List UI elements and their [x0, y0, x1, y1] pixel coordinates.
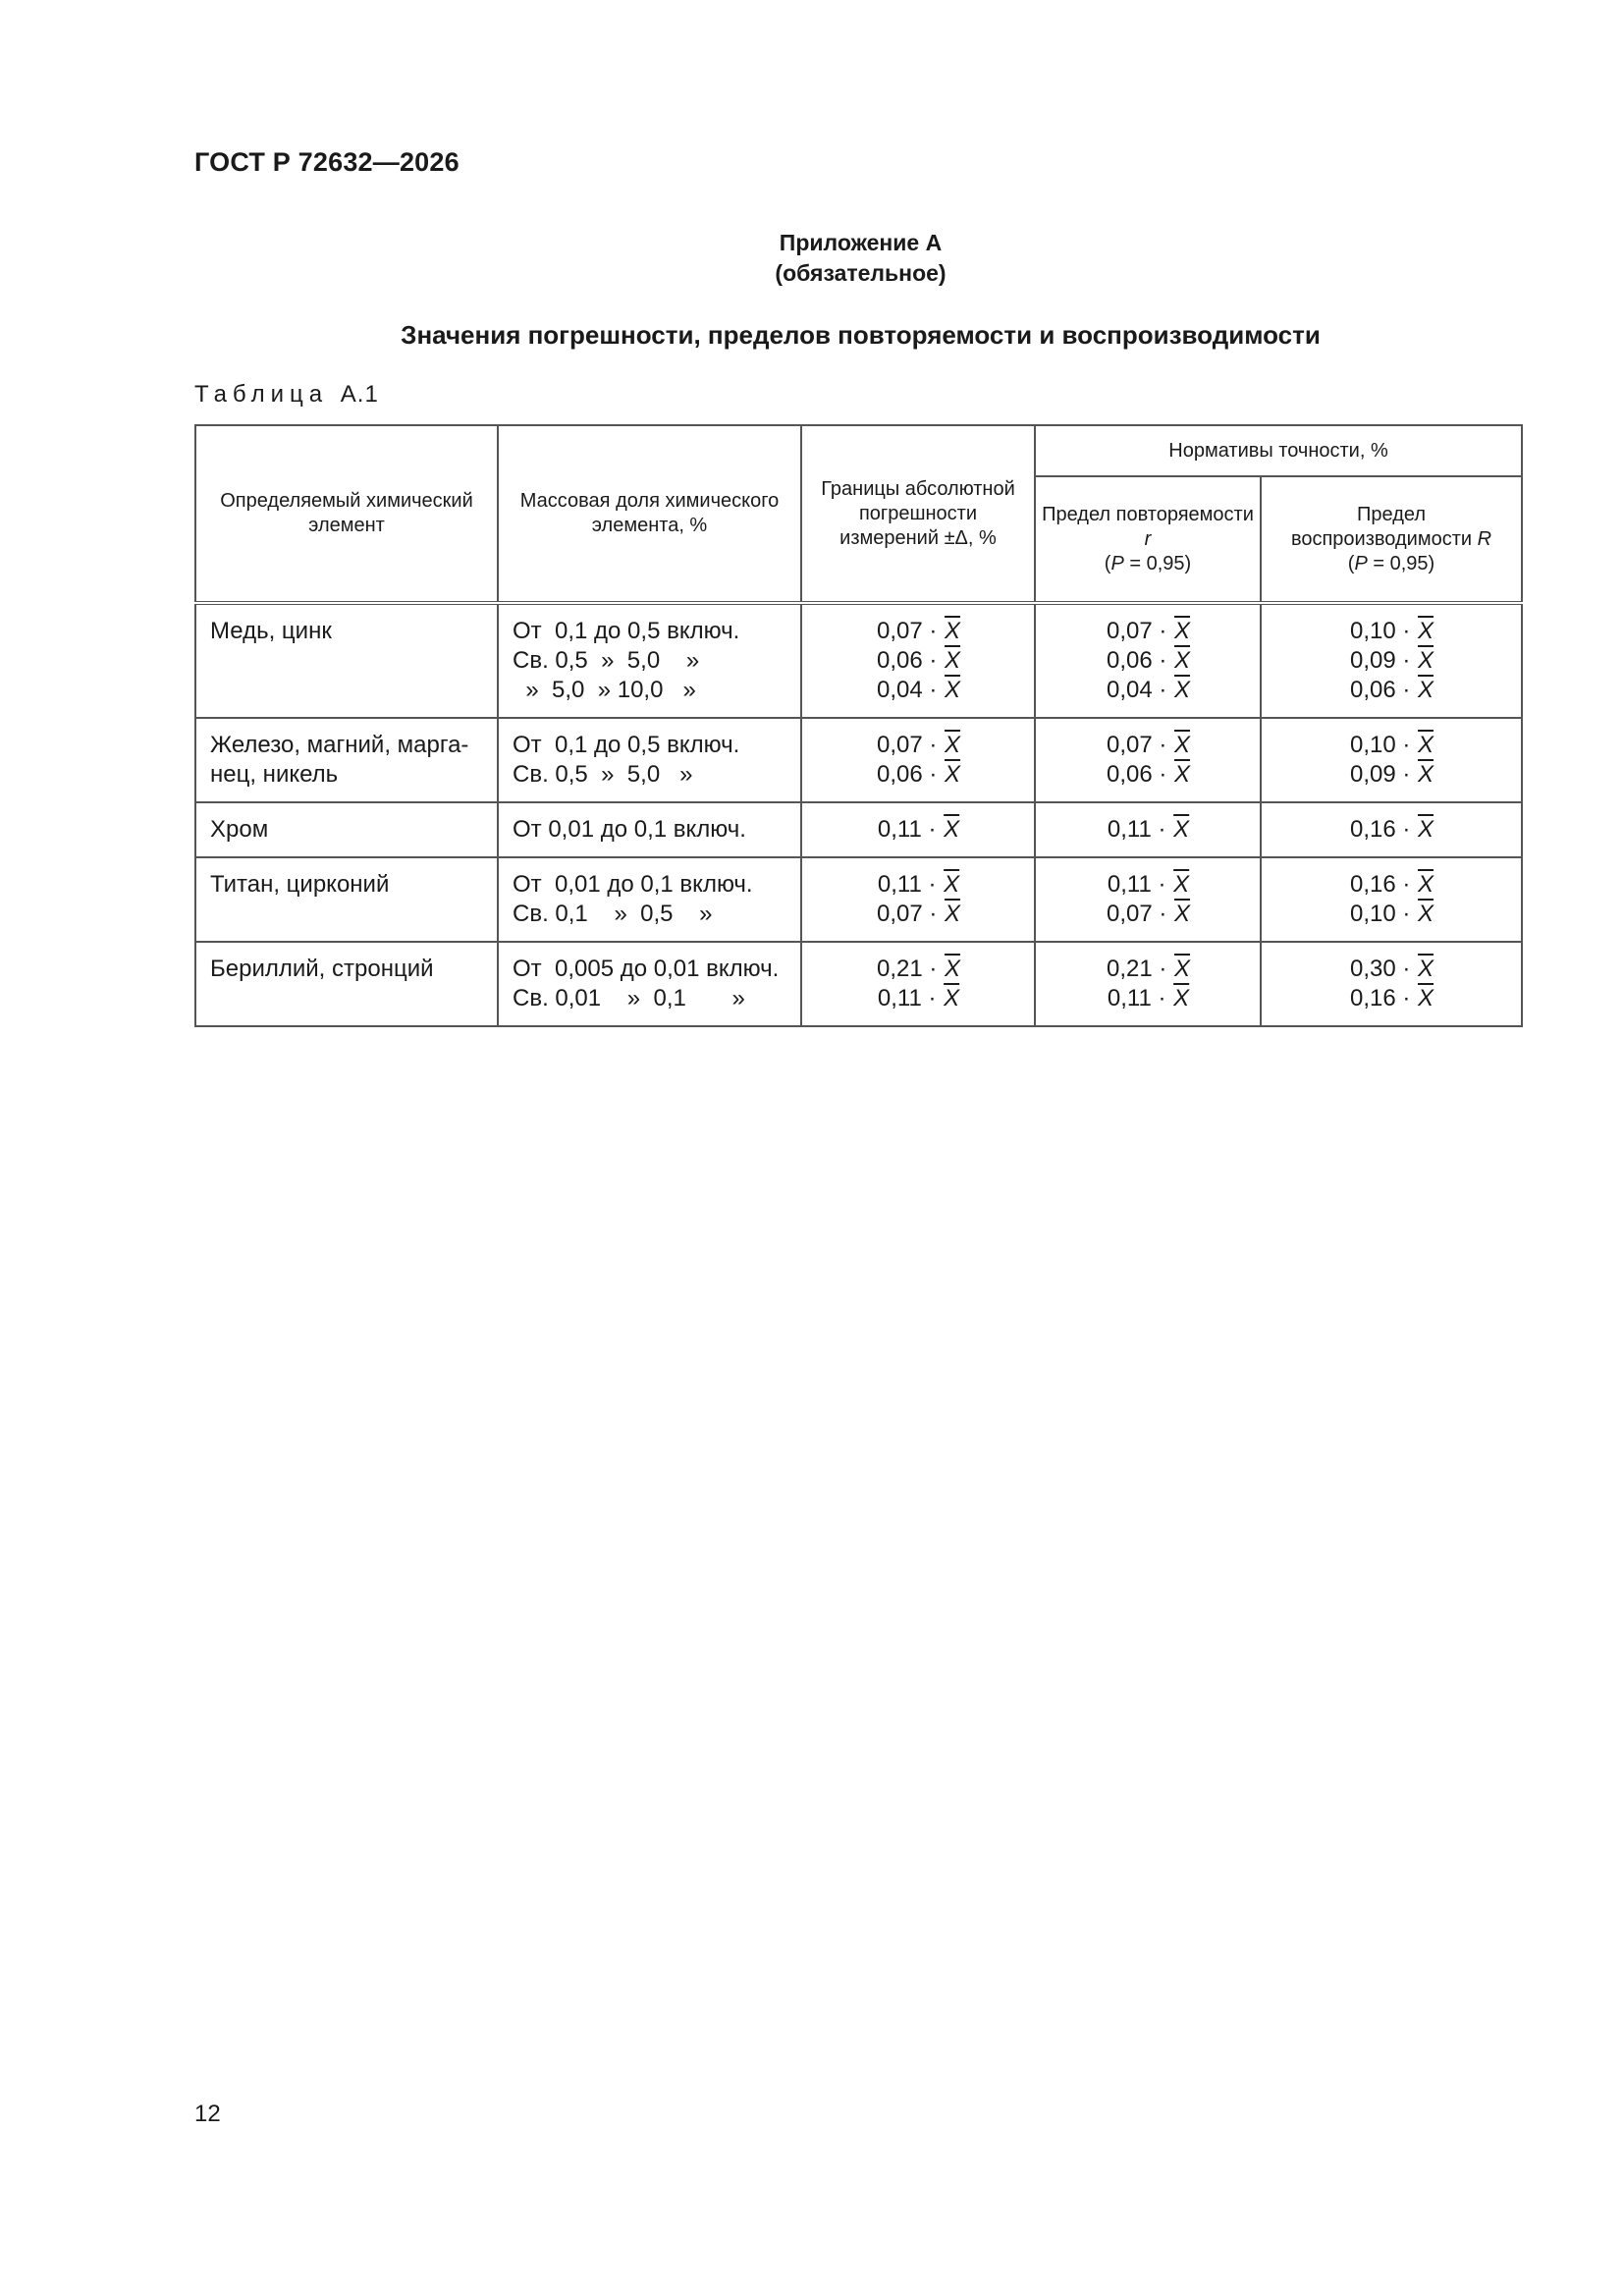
header-mass-fraction: Массовая доля химического элемента, % [498, 425, 801, 603]
value-line [1275, 955, 1509, 984]
x-mean-symbol: $\overline{X}$ [944, 871, 960, 898]
value-line [1050, 900, 1248, 929]
table-caption-number: А.1 [340, 381, 379, 408]
mass-range-line: » 5,0 » 10,0 » [513, 677, 696, 703]
coefficient: 0,16 · [1349, 871, 1411, 898]
header-repeatability-p: P [1110, 552, 1124, 574]
coefficient: 0,16 · [1349, 985, 1411, 1011]
value-line [1275, 676, 1509, 705]
header-abs-error: Границы абсолютной погрешности измерений ±Δ, % [801, 425, 1035, 603]
coefficient: 0,21 · [1106, 956, 1167, 982]
coefficient: 0,11 · [877, 816, 937, 843]
cell-mass-fraction [498, 857, 801, 942]
value-line [1275, 617, 1509, 646]
coefficient: 0,09 · [1349, 647, 1411, 674]
coefficient: 0,10 · [1349, 618, 1411, 644]
x-mean-symbol: $\overline{X}$ [1174, 677, 1191, 703]
x-mean-symbol: $\overline{X}$ [1173, 816, 1190, 843]
appendix-status: (обязательное) [775, 260, 947, 286]
header-repeatability-symbol: r [1144, 527, 1152, 550]
x-mean-symbol: $\overline{X}$ [1173, 871, 1190, 898]
coefficient: 0,07 · [1106, 901, 1167, 927]
table-caption-label: Таблица [194, 381, 329, 408]
coefficient: 0,04 · [1106, 677, 1167, 703]
value-line [816, 900, 1022, 929]
section-title: Значения погрешности, пределов повторяемости и воспроизводимости [401, 320, 1321, 350]
cell-abs-error [801, 603, 1035, 718]
header-repeatability-label: Предел повторяемости [1042, 503, 1254, 525]
coefficient: 0,06 · [1349, 677, 1411, 703]
value-line [816, 760, 1022, 790]
x-mean-symbol: $\overline{X}$ [1174, 901, 1191, 927]
mass-range-line: От 0,01 до 0,1 включ. [513, 816, 746, 843]
x-mean-symbol: $\overline{X}$ [1418, 732, 1434, 758]
header-reproducibility-p-value: = 0,95) [1367, 552, 1435, 574]
table-caption [194, 381, 379, 409]
header-reproducibility-symbol: R [1477, 527, 1492, 550]
mass-range-line: Св. 0,5 » 5,0 » [513, 761, 693, 788]
x-mean-symbol: $\overline{X}$ [1418, 677, 1434, 703]
header-repeatability-p-value: = 0,95) [1123, 552, 1192, 574]
x-mean-symbol: $\overline{X}$ [945, 761, 961, 788]
appendix-heading [0, 228, 1623, 289]
x-mean-symbol: $\overline{X}$ [945, 677, 961, 703]
table-row [195, 802, 1522, 857]
x-mean-symbol: $\overline{X}$ [1418, 761, 1434, 788]
coefficient: 0,06 · [876, 761, 938, 788]
cell-element: Титан, цирконий [195, 857, 498, 942]
mass-range-line: Св. 0,1 » 0,5 » [513, 901, 713, 927]
x-mean-symbol: $\overline{X}$ [945, 956, 961, 982]
coefficient: 0,16 · [1349, 816, 1411, 843]
value-line [1050, 870, 1248, 900]
cell-reproducibility [1261, 802, 1522, 857]
coefficient: 0,07 · [876, 901, 938, 927]
table-row [195, 718, 1522, 802]
coefficient: 0,04 · [876, 677, 938, 703]
cell-element: Медь, цинк [195, 603, 498, 718]
coefficient: 0,11 · [877, 985, 937, 1011]
cell-mass-fraction [498, 942, 801, 1026]
cell-repeatability [1035, 857, 1261, 942]
value-line [816, 676, 1022, 705]
table-row [195, 942, 1522, 1026]
cell-element: Хром [195, 802, 498, 857]
value-line [1050, 760, 1248, 790]
cell-abs-error [801, 718, 1035, 802]
document-code: ГОСТ Р 72632—2026 [194, 147, 460, 177]
cell-element: Бериллий, стронций [195, 942, 498, 1026]
mass-range-line: Св. 0,01 » 0,1 » [513, 985, 745, 1011]
value-line [1050, 646, 1248, 676]
coefficient: 0,11 · [877, 871, 937, 898]
coefficient: 0,30 · [1349, 956, 1411, 982]
coefficient: 0,11 · [1107, 816, 1166, 843]
value-line [1050, 617, 1248, 646]
cell-reproducibility [1261, 857, 1522, 942]
x-mean-symbol: $\overline{X}$ [1174, 647, 1191, 674]
value-line [816, 646, 1022, 676]
coefficient: 0,10 · [1349, 901, 1411, 927]
mass-range-line: От 0,1 до 0,5 включ. [513, 732, 740, 758]
header-repeatability: Предел повторяемости r (P = 0,95) [1035, 476, 1261, 603]
value-line [1050, 815, 1248, 845]
value-line [1050, 955, 1248, 984]
value-line [816, 955, 1022, 984]
value-line [1275, 900, 1509, 929]
x-mean-symbol: $\overline{X}$ [1174, 956, 1191, 982]
x-mean-symbol: $\overline{X}$ [1418, 956, 1434, 982]
cell-element: Железо, магний, марга-нец, никель [195, 718, 498, 802]
value-line [1275, 731, 1509, 760]
value-line [1275, 646, 1509, 676]
coefficient: 0,07 · [876, 618, 938, 644]
mass-range-line: От 0,1 до 0,5 включ. [513, 618, 740, 644]
cell-repeatability [1035, 603, 1261, 718]
x-mean-symbol: $\overline{X}$ [944, 816, 960, 843]
header-element: Определяемый химический элемент [195, 425, 498, 603]
cell-reproducibility [1261, 603, 1522, 718]
mass-range-line: От 0,01 до 0,1 включ. [513, 871, 753, 898]
x-mean-symbol: $\overline{X}$ [945, 901, 961, 927]
cell-reproducibility [1261, 942, 1522, 1026]
coefficient: 0,11 · [1107, 871, 1166, 898]
cell-repeatability [1035, 942, 1261, 1026]
header-reproducibility-p: P [1354, 552, 1368, 574]
cell-repeatability [1035, 802, 1261, 857]
x-mean-symbol: $\overline{X}$ [945, 732, 961, 758]
coefficient: 0,07 · [1106, 618, 1167, 644]
x-mean-symbol: $\overline{X}$ [945, 647, 961, 674]
value-line [816, 617, 1022, 646]
coefficient: 0,09 · [1349, 761, 1411, 788]
cell-repeatability [1035, 718, 1261, 802]
value-line [816, 984, 1022, 1013]
cell-abs-error [801, 857, 1035, 942]
value-line [1275, 760, 1509, 790]
table-row [195, 603, 1522, 718]
value-line [1275, 815, 1509, 845]
x-mean-symbol: $\overline{X}$ [1174, 761, 1191, 788]
value-line [1050, 731, 1248, 760]
table-row [195, 857, 1522, 942]
value-line [1275, 984, 1509, 1013]
cell-reproducibility [1261, 718, 1522, 802]
x-mean-symbol: $\overline{X}$ [944, 985, 960, 1011]
coefficient: 0,07 · [876, 732, 938, 758]
value-line [816, 731, 1022, 760]
value-line [1275, 870, 1509, 900]
value-line [816, 870, 1022, 900]
mass-range-line: Св. 0,5 » 5,0 » [513, 647, 700, 674]
coefficient: 0,06 · [1106, 647, 1167, 674]
x-mean-symbol: $\overline{X}$ [1174, 732, 1191, 758]
x-mean-symbol: $\overline{X}$ [1418, 618, 1434, 644]
value-line [816, 815, 1022, 845]
x-mean-symbol: $\overline{X}$ [945, 618, 961, 644]
x-mean-symbol: $\overline{X}$ [1418, 647, 1434, 674]
x-mean-symbol: $\overline{X}$ [1173, 985, 1190, 1011]
x-mean-symbol: $\overline{X}$ [1418, 816, 1434, 843]
cell-mass-fraction [498, 802, 801, 857]
header-norms-group: Нормативы точности, % [1035, 425, 1522, 476]
header-reproducibility-label: Предел воспроизводимости [1290, 503, 1478, 550]
accuracy-table [194, 424, 1523, 1027]
cell-mass-fraction [498, 718, 801, 802]
mass-range-line: От 0,005 до 0,01 включ. [513, 956, 780, 982]
coefficient: 0,06 · [876, 647, 938, 674]
x-mean-symbol: $\overline{X}$ [1174, 618, 1191, 644]
table-body [195, 603, 1522, 1026]
cell-mass-fraction [498, 603, 801, 718]
value-line [1050, 676, 1248, 705]
coefficient: 0,10 · [1349, 732, 1411, 758]
header-reproducibility: Предел воспроизводимости R (P = 0,95) [1261, 476, 1522, 603]
x-mean-symbol: $\overline{X}$ [1418, 871, 1434, 898]
cell-abs-error [801, 802, 1035, 857]
coefficient: 0,11 · [1107, 985, 1166, 1011]
appendix-title: Приложение А [779, 230, 943, 255]
cell-abs-error [801, 942, 1035, 1026]
coefficient: 0,06 · [1106, 761, 1167, 788]
value-line [1050, 984, 1248, 1013]
coefficient: 0,07 · [1106, 732, 1167, 758]
x-mean-symbol: $\overline{X}$ [1418, 901, 1434, 927]
x-mean-symbol: $\overline{X}$ [1418, 985, 1434, 1011]
page-number: 12 [194, 2101, 221, 2127]
coefficient: 0,21 · [876, 956, 938, 982]
